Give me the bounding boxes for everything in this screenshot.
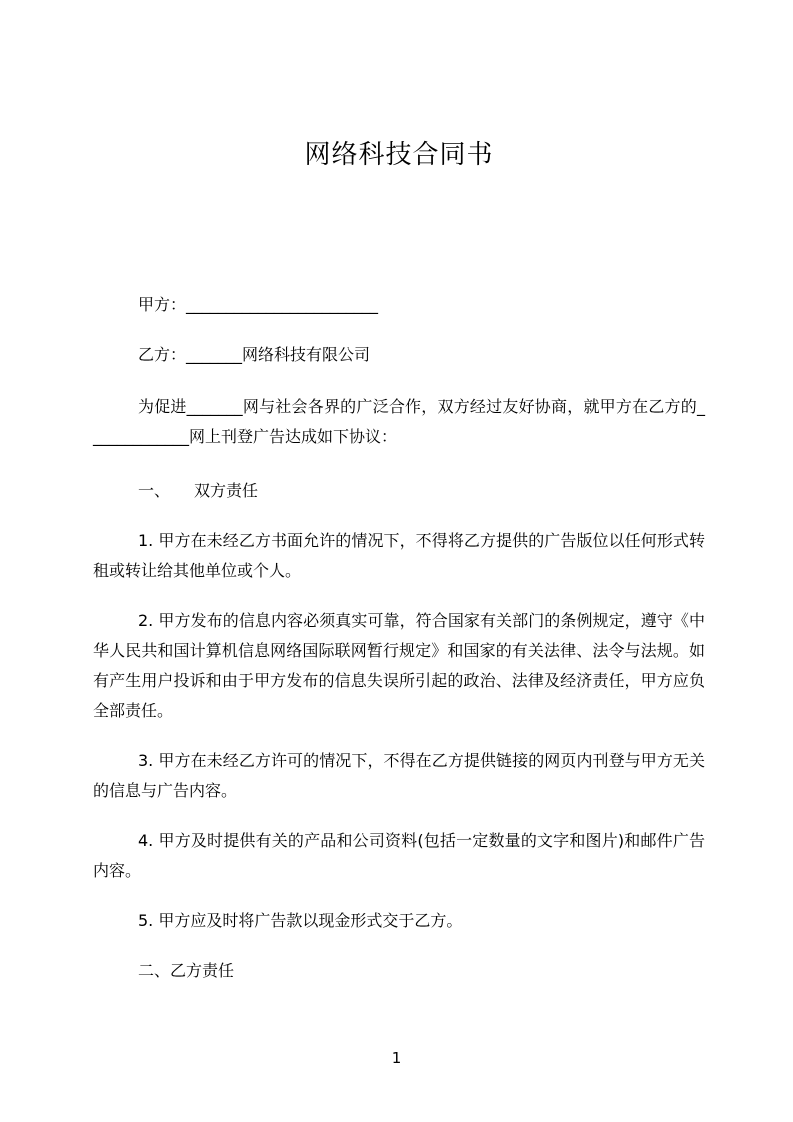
section-1-heading: 一、 双方责任 <box>138 481 259 500</box>
document-content <box>93 0 705 1006</box>
party-a-label: 甲方： <box>138 295 187 314</box>
clause-3: 3. 甲方在未经乙方许可的情况下，不得在乙方提供链接的网页内刊登与甲方无关的信息与广告内容。 <box>93 751 705 800</box>
party-b-line <box>93 340 705 370</box>
document-title: 网络科技合同书 <box>304 140 494 170</box>
page-number: 1 <box>391 1049 402 1067</box>
clause-1: 1. 甲方在未经乙方书面允许的情况下，不得将乙方提供的广告版位以任何形式转租或转让给其他单位或个人。 <box>93 531 705 580</box>
party-b-label: 乙方： <box>138 345 187 364</box>
clause-5: 5. 甲方应及时将广告款以现金形式交于乙方。 <box>138 911 463 930</box>
clause-2: 2. 甲方发布的信息内容必须真实可靠，符合国家有关部门的条例规定，遵守《中华人民共和国计算机信息网络国际联网暂行规定》和国家的有关法律、法令与法规。如有产生用户投诉和由于甲方发布的信息失误所引起的政治、法律及经济责任，甲方应负全部责任。 <box>93 611 705 720</box>
clause-4: 4. 甲方及时提供有关的产品和公司资料(包括一定数量的文字和图片)和邮件广告内容。 <box>93 831 705 880</box>
section-2-heading: 二、乙方责任 <box>138 961 235 980</box>
party-a-blank-line: ________________________ <box>186 295 379 314</box>
intro-paragraph: 为促进_______网与社会各界的广泛合作，双方经过友好协商，就甲方在乙方的_____________网上刊登广告达成如下协议： <box>93 397 705 446</box>
party-a-line <box>93 290 705 320</box>
party-b-blank-line: _______ <box>186 345 243 364</box>
party-b-company-name: 网络科技有限公司 <box>242 345 371 364</box>
